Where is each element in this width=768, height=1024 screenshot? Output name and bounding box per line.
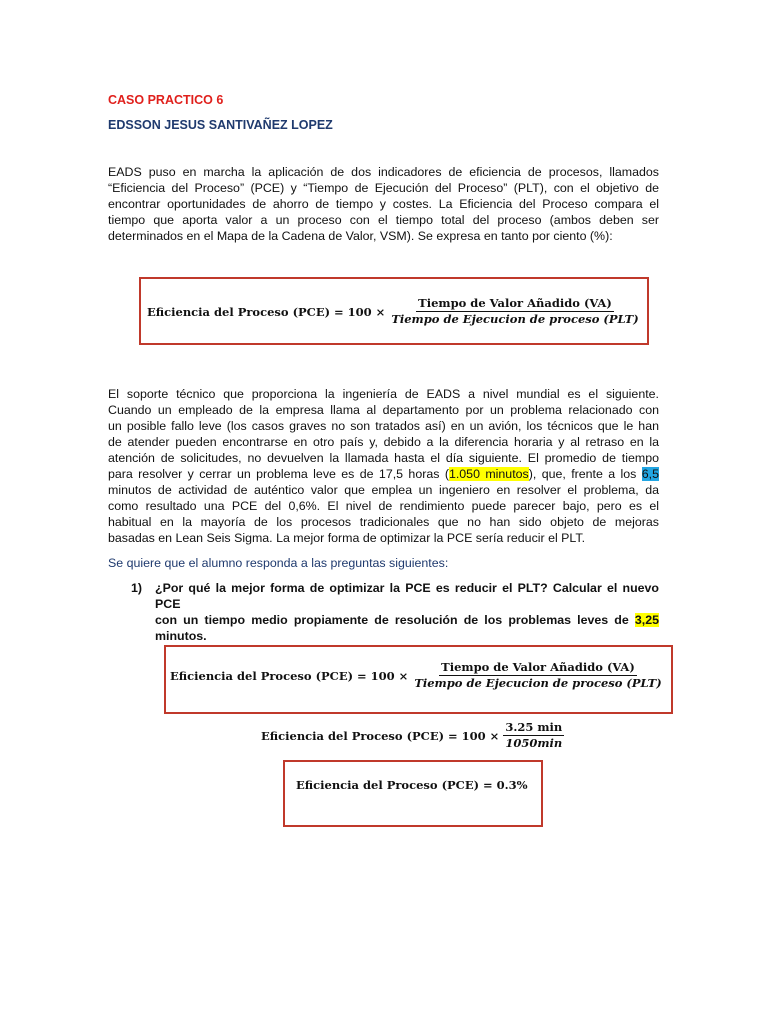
question-line <box>155 612 659 628</box>
pce-formula-2 <box>170 660 664 691</box>
formula-numerator: Tiempo de Valor Añadido (VA) <box>441 660 635 674</box>
support-line: como resultado una PCE del 0,6%. El nivel de rendimiento puede parecer bajo, pero es el <box>108 499 659 513</box>
support-text: para resolver y cerrar un problema leve es de 17,5 horas ( <box>108 467 449 481</box>
support-line: minutos de actividad de auténtico valor que emplea un ingeniero en resolver el problema, da <box>108 483 659 497</box>
support-line: Cuando un empleado de la empresa llama al departamento por un problema relacionado con <box>108 403 659 417</box>
support-paragraph <box>108 386 659 546</box>
formula-denominator: Tiempo de Ejecucion de proceso (PLT) <box>391 312 639 326</box>
question-text <box>155 580 659 644</box>
formula-fraction <box>412 660 663 691</box>
support-line: basadas en Lean Seis Sigma. La mejor forma de optimizar la PCE sería reducir el PLT. <box>108 531 586 545</box>
intro-line: tiempo que aporta valor a un proceso con el tiempo total del proceso (ambos deben ser <box>108 213 659 227</box>
pce-formula-3 <box>261 720 564 751</box>
formula-denominator: 1050min <box>505 736 563 750</box>
support-line: habitual en la mayoría de los procesos tradicionales que no han sido objeto de mejoras <box>108 515 659 529</box>
formula-numerator: Tiempo de Valor Añadido (VA) <box>418 296 612 310</box>
support-line: un posible fallo leve (los casos graves no son tratados así) en un avión, los técnicos que le han <box>108 419 659 433</box>
case-title: CASO PRACTICO 6 <box>108 93 224 107</box>
highlight-minutes: 1.050 minutos <box>448 467 529 481</box>
highlight-value: 6,5 <box>641 467 660 481</box>
instructions-heading: Se quiere que el alumno responda a las preguntas siguientes: <box>108 556 449 570</box>
highlight-time: 3,25 <box>634 613 659 627</box>
support-line: El soporte técnico que proporciona la ingeniería de EADS a nivel mundial es el siguiente. <box>108 387 659 401</box>
intro-paragraph <box>108 164 659 244</box>
support-line-highlighted <box>108 466 659 482</box>
pce-formula-1 <box>147 296 641 327</box>
formula-box-result <box>283 760 543 827</box>
pce-result <box>296 778 528 792</box>
formula-fraction <box>503 720 564 751</box>
question-text-part: con un tiempo medio propiamente de resolución de los problemas leves de <box>155 613 635 627</box>
intro-line: determinados en el Mapa de la Cadena de Valor, VSM). Se expresa en tanto por ciento (%): <box>108 229 613 243</box>
formula-lhs: Eficiencia del Proceso (PCE) = 100 × <box>147 304 386 319</box>
support-line: de atender pueden encontrarse en otro país y, debido a la diferencia horaria y al retraso en la <box>108 435 659 449</box>
intro-line: EADS puso en marcha la aplicación de dos indicadores de eficiencia de procesos, llamados <box>108 165 659 179</box>
result-text: Eficiencia del Proceso (PCE) = 0.3% <box>296 778 528 792</box>
question-line: minutos. <box>155 629 207 643</box>
author-name: EDSSON JESUS SANTIVAÑEZ LOPEZ <box>108 118 333 132</box>
intro-line: “Eficiencia del Proceso” (PCE) y “Tiempo de Ejecución del Proceso” (PLT), con el objetivo de <box>108 181 659 195</box>
formula-fraction <box>389 296 640 327</box>
question-number: 1) <box>131 581 143 595</box>
support-text: ), que, frente a los <box>528 467 642 481</box>
intro-line: encontrar oportunidades de ahorro de tiempo y costes. La Eficiencia del Proceso compara el <box>108 197 659 211</box>
formula-lhs: Eficiencia del Proceso (PCE) = 100 × <box>261 728 500 743</box>
support-line: atención de solicitudes, no devuelven la llamada hasta el día siguiente. El promedio de tiempo <box>108 451 659 465</box>
question-line: ¿Por qué la mejor forma de optimizar la PCE es reducir el PLT? Calcular el nuevo PCE <box>155 581 659 611</box>
formula-denominator: Tiempo de Ejecucion de proceso (PLT) <box>414 676 662 690</box>
formula-lhs: Eficiencia del Proceso (PCE) = 100 × <box>170 668 409 683</box>
formula-numerator: 3.25 min <box>505 720 563 734</box>
